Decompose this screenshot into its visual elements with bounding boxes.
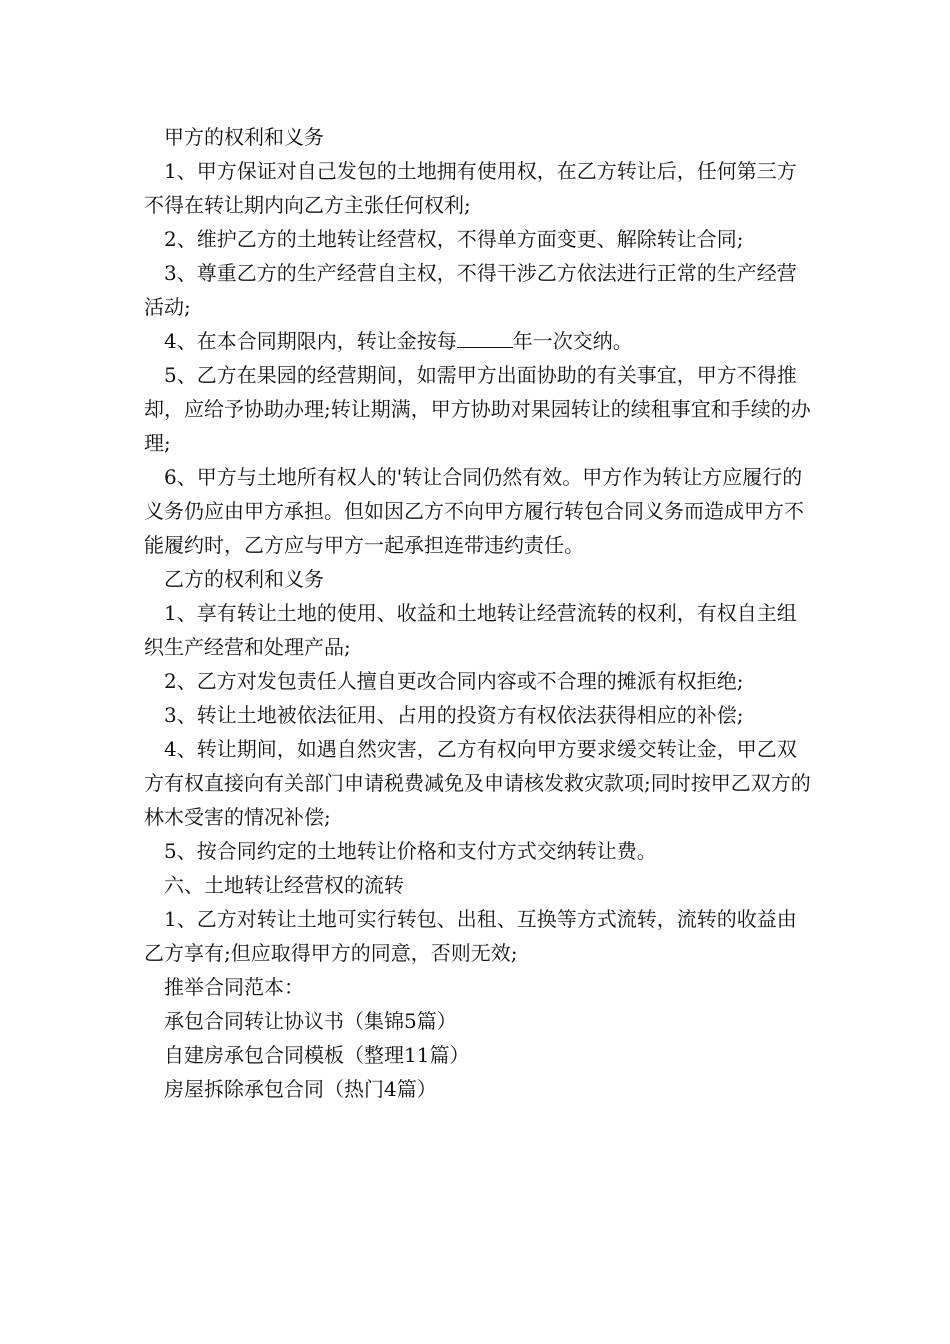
paragraph: 4、转让期间，如遇自然灾害，乙方有权向甲方要求缓交转让金，甲乙双方有权直接向有关部门申请税费减免及申请核发救灾款项;同时按甲乙双方的林木受害的情况补偿; [144, 737, 811, 829]
recommend-label: 推举合同范本： [164, 975, 304, 999]
section-heading-party-a: 甲方的权利和义务 [164, 125, 324, 149]
recommended-link[interactable]: 自建房承包合同模板（整理11篇） [164, 1043, 470, 1067]
recommended-link[interactable]: 房屋拆除承包合同（热门4篇） [164, 1077, 437, 1101]
section-heading-party-b: 乙方的权利和义务 [164, 567, 324, 591]
clause-text: 4、在本合同期限内，转让金按每 [164, 329, 457, 353]
clause-text: 年一次交纳。 [512, 329, 633, 353]
fill-in-blank [457, 325, 513, 348]
paragraph: 2、维护乙方的土地转让经营权，不得单方面变更、解除转让合同; [164, 227, 744, 251]
recommended-link[interactable]: 承包合同转让协议书（集锦5篇） [164, 1009, 457, 1033]
paragraph: 1、甲方保证对自己发包的土地拥有使用权，在乙方转让后，任何第三方不得在转让期内向乙方主张任何权利; [144, 159, 797, 217]
paragraph: 2、乙方对发包责任人擅自更改合同内容或不合理的摊派有权拒绝; [164, 669, 744, 693]
section-heading-transfer: 六、土地转让经营权的流转 [164, 873, 404, 897]
paragraph: 1、乙方对转让土地可实行转包、出租、互换等方式流转，流转的收益由乙方享有;但应取得甲方的同意，否则无效; [144, 907, 797, 965]
paragraph: 3、转让土地被依法征用、占用的投资方有权依法获得相应的补偿; [164, 703, 744, 727]
document-body [144, 120, 812, 1106]
paragraph: 5、按合同约定的土地转让价格和支付方式交纳转让费。 [164, 839, 657, 863]
paragraph-clause-4 [144, 324, 812, 358]
paragraph: 3、尊重乙方的生产经营自主权，不得干涉乙方依法进行正常的生产经营活动; [144, 261, 797, 319]
paragraph: 5、乙方在果园的经营期间，如需甲方出面协助的有关事宜，甲方不得推却，应给予协助办理;转让期满，甲方协助对果园转让的续租事宜和手续的办理; [144, 363, 811, 455]
paragraph: 6、甲方与土地所有权人的'转让合同仍然有效。甲方作为转让方应履行的义务仍应由甲方承担。但如因乙方不向甲方履行转包合同义务而造成甲方不能履约时，乙方应与甲方一起承担连带违约责任。 [144, 465, 804, 557]
paragraph: 1、享有转让土地的使用、收益和土地转让经营流转的权利，有权自主组织生产经营和处理产品; [144, 601, 797, 659]
